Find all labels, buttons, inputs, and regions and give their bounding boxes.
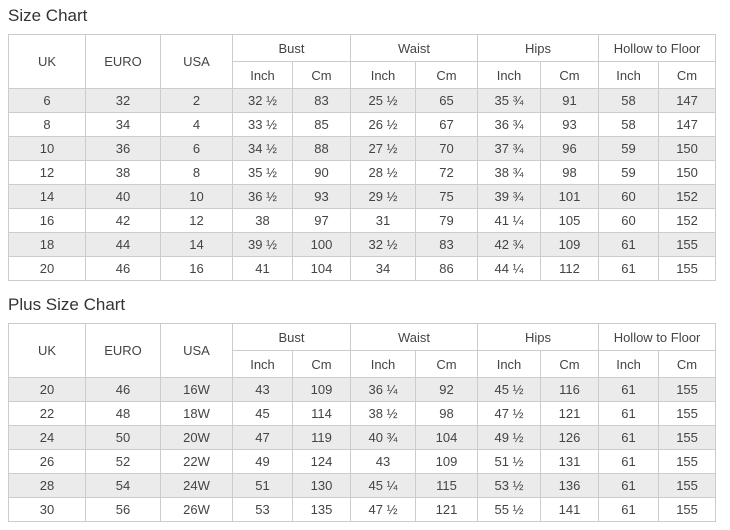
table-cell: 88 — [293, 137, 351, 161]
table-cell: 83 — [416, 233, 478, 257]
table-cell: 155 — [659, 257, 716, 281]
table-cell: 4 — [161, 113, 233, 137]
table-cell: 147 — [659, 113, 716, 137]
group-header-hollow: Hollow to Floor — [599, 324, 716, 351]
table-cell: 43 — [233, 378, 293, 402]
table-cell: 124 — [293, 450, 351, 474]
table-cell: 61 — [599, 450, 659, 474]
table-row — [9, 233, 716, 257]
table-cell: 44 ¼ — [478, 257, 541, 281]
size-chart-table — [8, 34, 716, 281]
plus-size-chart-title: Plus Size Chart — [8, 295, 126, 314]
col-header-euro: EURO — [86, 324, 161, 378]
table-cell: 14 — [9, 185, 86, 209]
table-cell: 36 — [86, 137, 161, 161]
table-cell: 61 — [599, 233, 659, 257]
table-cell: 34 ½ — [233, 137, 293, 161]
table-cell: 38 ¾ — [478, 161, 541, 185]
table-cell: 60 — [599, 209, 659, 233]
table-row — [9, 113, 716, 137]
table-cell: 26W — [161, 498, 233, 522]
sub-header-bust-inch: Inch — [233, 62, 293, 89]
table-cell: 22 — [9, 402, 86, 426]
table-cell: 61 — [599, 378, 659, 402]
table-cell: 155 — [659, 233, 716, 257]
table-cell: 58 — [599, 113, 659, 137]
table-cell: 36 ½ — [233, 185, 293, 209]
table-cell: 40 ¾ — [351, 426, 416, 450]
table-cell: 121 — [416, 498, 478, 522]
table-row — [9, 161, 716, 185]
table-cell: 56 — [86, 498, 161, 522]
table-cell: 96 — [541, 137, 599, 161]
table-cell: 12 — [161, 209, 233, 233]
table-cell: 155 — [659, 474, 716, 498]
table-cell: 104 — [416, 426, 478, 450]
table-cell: 50 — [86, 426, 161, 450]
table-cell: 114 — [293, 402, 351, 426]
table-cell: 130 — [293, 474, 351, 498]
table-cell: 39 ½ — [233, 233, 293, 257]
table-cell: 47 ½ — [351, 498, 416, 522]
table-row — [9, 185, 716, 209]
table-cell: 28 — [9, 474, 86, 498]
plus-size-chart-table — [8, 323, 716, 522]
table-cell: 26 ½ — [351, 113, 416, 137]
table-cell: 116 — [541, 378, 599, 402]
sub-header-hollow-inch: Inch — [599, 351, 659, 378]
table-row — [9, 378, 716, 402]
table-cell: 90 — [293, 161, 351, 185]
table-cell: 14 — [161, 233, 233, 257]
table-cell: 40 — [86, 185, 161, 209]
table-cell: 61 — [599, 474, 659, 498]
sub-header-bust-inch: Inch — [233, 351, 293, 378]
group-header-hips: Hips — [478, 35, 599, 62]
table-cell: 37 ¾ — [478, 137, 541, 161]
table-cell: 31 — [351, 209, 416, 233]
table-cell: 18W — [161, 402, 233, 426]
table-row — [9, 450, 716, 474]
sub-header-hollow-inch: Inch — [599, 62, 659, 89]
table-cell: 38 — [233, 209, 293, 233]
table-cell: 36 ¾ — [478, 113, 541, 137]
table-cell: 105 — [541, 209, 599, 233]
table-cell: 61 — [599, 426, 659, 450]
col-header-usa: USA — [161, 324, 233, 378]
table-cell: 60 — [599, 185, 659, 209]
table-cell: 155 — [659, 450, 716, 474]
table-cell: 70 — [416, 137, 478, 161]
group-header-waist: Waist — [351, 324, 478, 351]
table-cell: 52 — [86, 450, 161, 474]
size-chart-title: Size Chart — [8, 6, 88, 25]
table-cell: 152 — [659, 185, 716, 209]
table-cell: 27 ½ — [351, 137, 416, 161]
table-cell: 46 — [86, 378, 161, 402]
table-cell: 8 — [161, 161, 233, 185]
table-cell: 16W — [161, 378, 233, 402]
table-cell: 61 — [599, 257, 659, 281]
table-cell: 85 — [293, 113, 351, 137]
group-header-bust: Bust — [233, 35, 351, 62]
table-cell: 126 — [541, 426, 599, 450]
table-cell: 141 — [541, 498, 599, 522]
table-cell: 55 ½ — [478, 498, 541, 522]
table-cell: 20 — [9, 378, 86, 402]
table-row — [9, 209, 716, 233]
sub-header-hips-inch: Inch — [478, 62, 541, 89]
table-cell: 155 — [659, 426, 716, 450]
table-cell: 20W — [161, 426, 233, 450]
table-cell: 46 — [86, 257, 161, 281]
col-header-euro: EURO — [86, 35, 161, 89]
table-cell: 72 — [416, 161, 478, 185]
table-cell: 35 ½ — [233, 161, 293, 185]
table-cell: 112 — [541, 257, 599, 281]
table-cell: 155 — [659, 402, 716, 426]
table-cell: 121 — [541, 402, 599, 426]
table-cell: 18 — [9, 233, 86, 257]
sub-header-hips-inch: Inch — [478, 351, 541, 378]
sub-header-hollow-cm: Cm — [659, 351, 716, 378]
sub-header-bust-cm: Cm — [293, 62, 351, 89]
table-cell: 93 — [541, 113, 599, 137]
table-cell: 29 ½ — [351, 185, 416, 209]
table-cell: 101 — [541, 185, 599, 209]
table-cell: 155 — [659, 378, 716, 402]
table-cell: 22W — [161, 450, 233, 474]
group-header-hips: Hips — [478, 324, 599, 351]
table-cell: 12 — [9, 161, 86, 185]
table-cell: 24 — [9, 426, 86, 450]
size-chart-body — [9, 89, 716, 281]
table-cell: 79 — [416, 209, 478, 233]
table-cell: 6 — [9, 89, 86, 113]
table-cell: 45 ¼ — [351, 474, 416, 498]
table-cell: 61 — [599, 402, 659, 426]
table-row — [9, 474, 716, 498]
size-chart-header — [9, 35, 716, 89]
table-cell: 32 ½ — [351, 233, 416, 257]
table-cell: 109 — [293, 378, 351, 402]
table-row — [9, 426, 716, 450]
table-cell: 25 ½ — [351, 89, 416, 113]
table-cell: 6 — [161, 137, 233, 161]
table-cell: 8 — [9, 113, 86, 137]
group-header-hollow: Hollow to Floor — [599, 35, 716, 62]
table-cell: 54 — [86, 474, 161, 498]
table-row — [9, 89, 716, 113]
table-cell: 2 — [161, 89, 233, 113]
table-cell: 53 ½ — [478, 474, 541, 498]
table-cell: 10 — [9, 137, 86, 161]
table-cell: 51 — [233, 474, 293, 498]
table-cell: 34 — [351, 257, 416, 281]
table-cell: 20 — [9, 257, 86, 281]
table-cell: 135 — [293, 498, 351, 522]
table-cell: 109 — [541, 233, 599, 257]
table-cell: 41 ¼ — [478, 209, 541, 233]
table-cell: 131 — [541, 450, 599, 474]
table-row — [9, 498, 716, 522]
table-row — [9, 402, 716, 426]
table-cell: 136 — [541, 474, 599, 498]
table-cell: 98 — [541, 161, 599, 185]
group-header-waist: Waist — [351, 35, 478, 62]
table-cell: 51 ½ — [478, 450, 541, 474]
sub-header-bust-cm: Cm — [293, 351, 351, 378]
table-cell: 58 — [599, 89, 659, 113]
table-cell: 152 — [659, 209, 716, 233]
col-header-uk: UK — [9, 324, 86, 378]
col-header-uk: UK — [9, 35, 86, 89]
table-cell: 45 ½ — [478, 378, 541, 402]
sub-header-waist-cm: Cm — [416, 351, 478, 378]
table-cell: 32 — [86, 89, 161, 113]
sub-header-waist-inch: Inch — [351, 62, 416, 89]
table-cell: 97 — [293, 209, 351, 233]
table-cell: 67 — [416, 113, 478, 137]
table-cell: 59 — [599, 137, 659, 161]
table-cell: 115 — [416, 474, 478, 498]
table-cell: 49 — [233, 450, 293, 474]
table-cell: 147 — [659, 89, 716, 113]
table-cell: 34 — [86, 113, 161, 137]
sub-header-waist-cm: Cm — [416, 62, 478, 89]
table-cell: 42 — [86, 209, 161, 233]
table-cell: 33 ½ — [233, 113, 293, 137]
table-cell: 38 ½ — [351, 402, 416, 426]
table-cell: 83 — [293, 89, 351, 113]
table-cell: 61 — [599, 498, 659, 522]
table-cell: 16 — [9, 209, 86, 233]
table-cell: 16 — [161, 257, 233, 281]
table-cell: 119 — [293, 426, 351, 450]
table-cell: 39 ¾ — [478, 185, 541, 209]
table-cell: 43 — [351, 450, 416, 474]
table-row — [9, 257, 716, 281]
table-cell: 155 — [659, 498, 716, 522]
table-cell: 150 — [659, 161, 716, 185]
sub-header-waist-inch: Inch — [351, 351, 416, 378]
table-cell: 75 — [416, 185, 478, 209]
table-cell: 36 ¼ — [351, 378, 416, 402]
table-cell: 38 — [86, 161, 161, 185]
table-cell: 65 — [416, 89, 478, 113]
table-cell: 86 — [416, 257, 478, 281]
table-cell: 24W — [161, 474, 233, 498]
table-cell: 47 ½ — [478, 402, 541, 426]
table-cell: 44 — [86, 233, 161, 257]
table-cell: 59 — [599, 161, 659, 185]
sub-header-hips-cm: Cm — [541, 62, 599, 89]
table-cell: 28 ½ — [351, 161, 416, 185]
table-row — [9, 137, 716, 161]
table-cell: 100 — [293, 233, 351, 257]
table-cell: 104 — [293, 257, 351, 281]
table-cell: 35 ¾ — [478, 89, 541, 113]
table-cell: 109 — [416, 450, 478, 474]
table-cell: 53 — [233, 498, 293, 522]
plus-size-chart-header — [9, 324, 716, 378]
table-cell: 32 ½ — [233, 89, 293, 113]
table-cell: 41 — [233, 257, 293, 281]
group-header-bust: Bust — [233, 324, 351, 351]
sub-header-hollow-cm: Cm — [659, 62, 716, 89]
table-cell: 30 — [9, 498, 86, 522]
table-cell: 91 — [541, 89, 599, 113]
table-cell: 42 ¾ — [478, 233, 541, 257]
table-cell: 98 — [416, 402, 478, 426]
table-cell: 45 — [233, 402, 293, 426]
table-cell: 47 — [233, 426, 293, 450]
plus-size-chart-body — [9, 378, 716, 522]
table-cell: 10 — [161, 185, 233, 209]
table-cell: 26 — [9, 450, 86, 474]
table-cell: 150 — [659, 137, 716, 161]
table-cell: 49 ½ — [478, 426, 541, 450]
col-header-usa: USA — [161, 35, 233, 89]
sub-header-hips-cm: Cm — [541, 351, 599, 378]
table-cell: 92 — [416, 378, 478, 402]
table-cell: 48 — [86, 402, 161, 426]
table-cell: 93 — [293, 185, 351, 209]
